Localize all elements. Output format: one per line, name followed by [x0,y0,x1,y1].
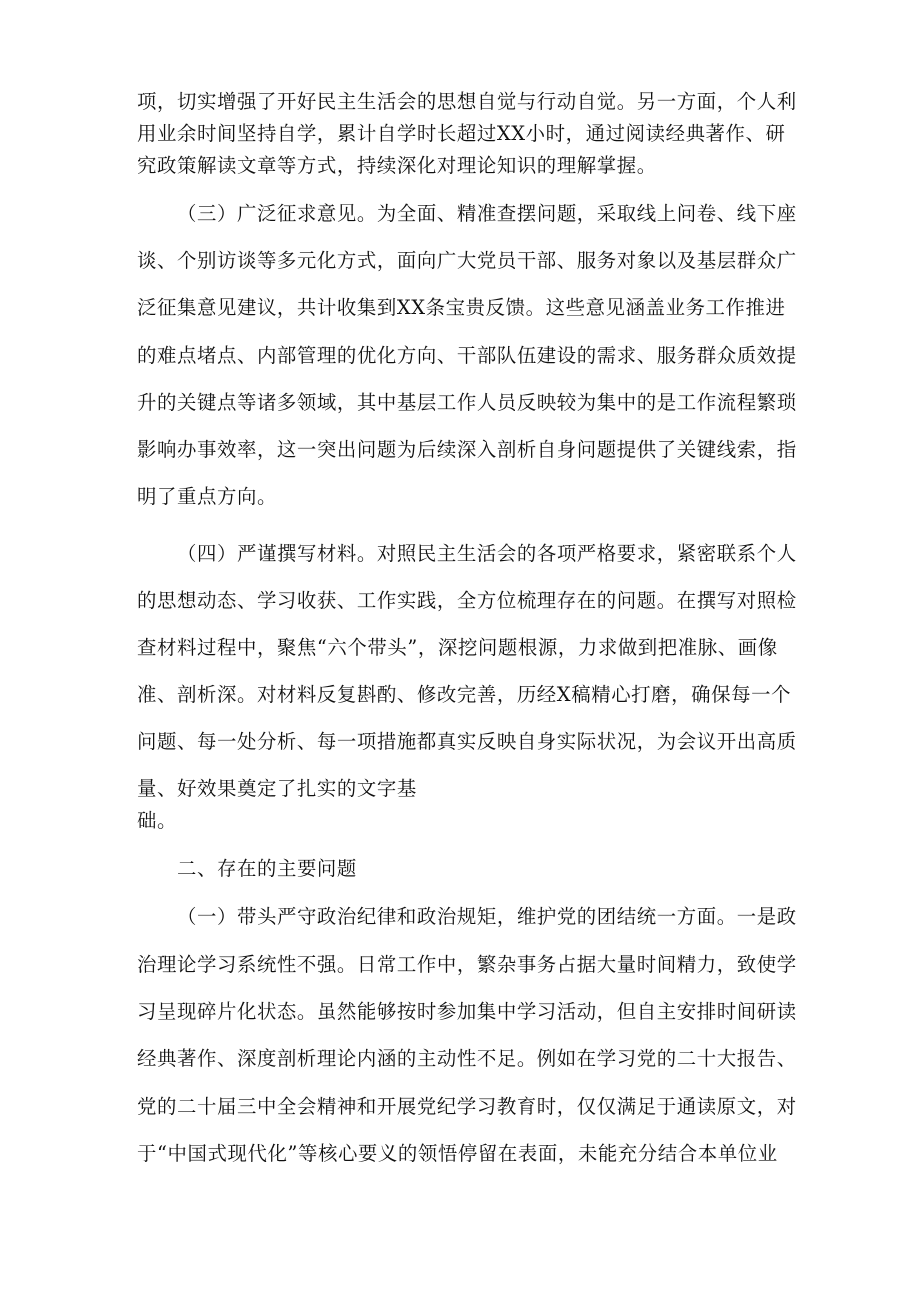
text-line-14: 准、剖析深。对材料反复斟酌、修改完善，历经X稿精心打磨，确保每一个 [137,683,792,706]
text-line-15: 问题、每一处分析、每一项措施都真实反映自身实际状况，为会议开出高质 [137,730,797,753]
text-line-22: 经典著作、深度剖析理论内涵的主动性不足。例如在学习党的二十大报告、 [137,1047,797,1070]
text-line-8: 升的关键点等诸多领域，其中基层工作人员反映较为集中的是工作流程繁琐 [137,391,797,414]
text-line-24: 于“中国式现代化”等核心要义的领悟停留在表面，未能充分结合本单位业 [137,1142,778,1165]
text-line-7: 的难点堵点、内部管理的优化方向、干部队伍建设的需求、服务群众质效提 [137,344,797,367]
text-line-17: 础。 [137,809,177,832]
text-line-12: 的思想动态、学习收获、工作实践，全方位梳理存在的问题。在撰写对照检 [137,589,797,612]
paragraph-3-start: （三）广泛征求意见。为全面、精准查摆问题，采取线上问卷、线下座 [177,202,797,225]
text-line-6: 泛征集意见建议，共计收集到XX条宝贵反馈。这些意见涵盖业务工作推进 [137,296,786,319]
text-line-16: 量、好效果奠定了扎实的文字基 [137,777,417,800]
text-line-20: 治理论学习系统性不强。日常工作中，繁杂事务占据大量时间精力，致使学 [137,953,797,976]
text-line-9: 影响办事效率，这一突出问题为后续深入剖析自身问题提供了关键线索，指 [137,438,797,461]
paragraph-5-start: （一）带头严守政治纪律和政治规矩，维护党的团结统一方面。一是政 [177,905,797,928]
text-line-3: 究政策解读文章等方式，持续深化对理论知识的理解掌握。 [137,154,657,177]
section-heading: 二、存在的主要问题 [177,857,357,880]
text-line-23: 党的二十届三中全会精神和开展党纪学习教育时，仅仅满足于通读原文，对 [137,1095,797,1118]
paragraph-4-start: （四）严谨撰写材料。对照民主生活会的各项严格要求，紧密联系个人 [177,542,797,565]
text-line-5: 谈、个别访谈等多元化方式，面向广大党员干部、服务对象以及基层群众广 [137,249,797,272]
text-line-10: 明了重点方向。 [137,485,277,508]
text-line-13: 查材料过程中，聚焦“六个带头”，深挖问题根源，力求做到把准脉、画像 [137,636,778,659]
text-line-2: 用业余时间坚持自学，累计自学时长超过XX小时，通过阅读经典著作、研 [137,122,786,145]
text-line-21: 习呈现碎片化状态。虽然能够按时参加集中学习活动，但自主安排时间研读 [137,1000,797,1023]
text-line-1: 项，切实增强了开好民主生活会的思想自觉与行动自觉。另一方面，个人利 [137,90,797,113]
